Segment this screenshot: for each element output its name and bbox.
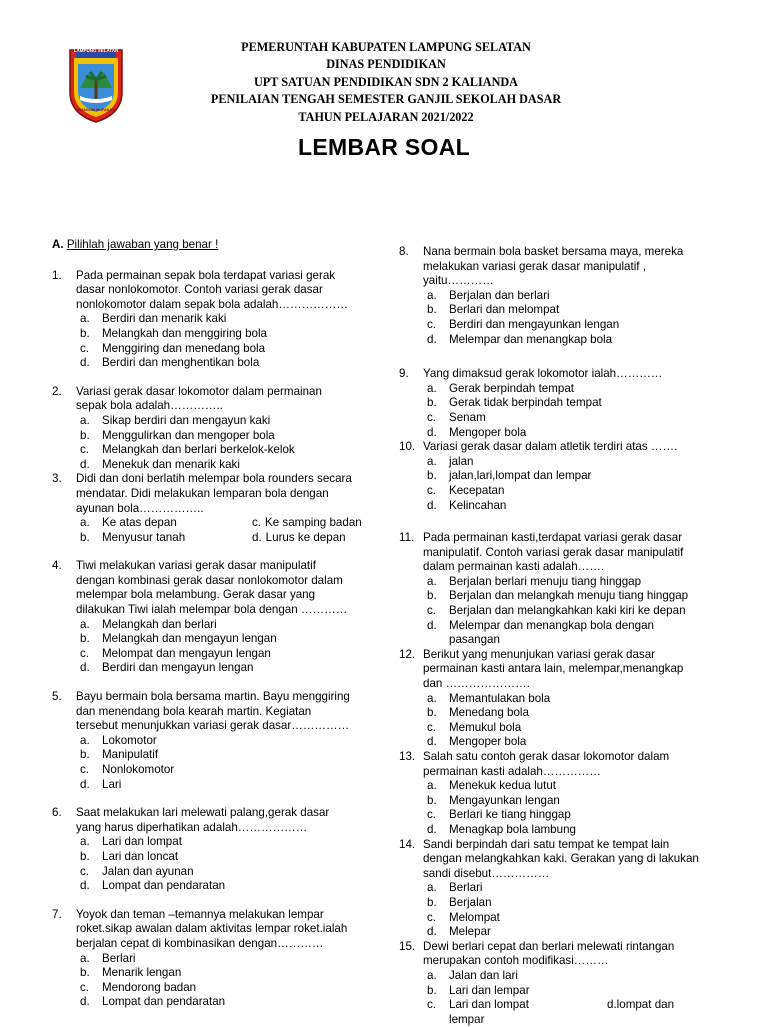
option-letter: c.: [427, 720, 437, 734]
answer-option[interactable]: [80, 647, 382, 662]
option-letter: a.: [80, 312, 90, 326]
question-number: 4.: [52, 559, 62, 573]
question-14: [399, 838, 729, 940]
answer-option[interactable]: [80, 879, 382, 894]
answer-option[interactable]: [427, 469, 729, 484]
answer-option[interactable]: [427, 318, 729, 333]
answer-option[interactable]: [80, 342, 382, 357]
question-number: 11.: [399, 531, 415, 545]
option-text: Melangkah dan berlari: [102, 617, 217, 631]
option-text: Mengoper bola: [449, 425, 527, 439]
answer-options: [423, 289, 729, 347]
option-text: Melepar: [449, 925, 491, 939]
answer-option[interactable]: [80, 850, 382, 865]
header-line-office: DINAS PENDIDIKAN: [326, 57, 446, 72]
answer-option[interactable]: [427, 619, 729, 648]
option-letter: b.: [427, 793, 437, 807]
option-text: Lurus ke depan: [265, 530, 346, 544]
option-text: Berdiri dan menghentikan bola: [102, 356, 260, 370]
answer-option[interactable]: [80, 763, 382, 778]
option-letter: a.: [427, 968, 437, 982]
question-text: Saat melakukan lari melewati palang,gerak dasar yang harus diperhatikan adalah………………: [76, 806, 330, 834]
option-letter: c.: [427, 808, 437, 822]
answer-option[interactable]: [80, 778, 382, 793]
option-letter: b.: [427, 589, 437, 603]
question-1: [52, 269, 382, 371]
option-text: Berlari dan melompat: [449, 303, 560, 317]
answer-option[interactable]: [427, 706, 729, 721]
option-text: Jalan dan lari: [449, 968, 518, 982]
question-2: [52, 385, 382, 473]
question-text: Sandi berpindah dari satu tempat ke tempat lain dengan melangkahkan kaki. Gerakan yang di lakukan sandi disebut……………: [423, 837, 699, 880]
option-text: Melempar dan menangkap bola: [449, 332, 613, 346]
question-number: 2.: [52, 384, 62, 398]
option-text: Nonlokomotor: [102, 763, 175, 776]
question-6: [52, 806, 382, 894]
answer-option[interactable]: [80, 966, 382, 981]
option-text: Berjalan dan berlari: [449, 288, 550, 302]
answer-option[interactable]: [80, 865, 382, 880]
option-text: Mengayunkan lengan: [449, 793, 560, 807]
answer-options: [76, 516, 382, 545]
answer-option[interactable]: [252, 516, 376, 531]
question-text: Pada permainan kasti,terdapat variasi gerak dasar manipulatif. Contoh variasi gerak dasar manipulatif dalam permainan kasti adalah…….: [423, 531, 684, 574]
option-letter: b.: [80, 849, 90, 863]
option-letter: a.: [427, 881, 437, 895]
option-text: Ke atas depan: [102, 516, 177, 530]
option-text: Berjalan dan melangkah menuju tiang hinggap: [449, 589, 689, 603]
option-text: Lari: [102, 777, 122, 791]
question-5: [52, 690, 382, 792]
option-letter: d.: [427, 735, 437, 749]
answer-options: [76, 952, 382, 1010]
option-text: Senam: [449, 410, 486, 424]
answer-option[interactable]: [427, 382, 729, 397]
answer-options: [76, 618, 382, 676]
answer-option[interactable]: [80, 748, 382, 763]
option-text: Berdiri dan mengayunkan lengan: [449, 317, 620, 331]
option-text: Melangkah dan berlari berkelok-kelok: [102, 443, 295, 457]
option-letter: a.: [80, 413, 90, 427]
option-letter: d.: [427, 822, 437, 836]
answer-option[interactable]: [427, 589, 729, 604]
option-text: Mengoper bola: [449, 735, 527, 749]
answer-option[interactable]: [427, 396, 729, 411]
answer-options: [423, 779, 729, 837]
option-letter: c.: [80, 763, 90, 776]
option-letter: b.: [427, 303, 437, 317]
question-text: Variasi gerak dasar dalam atletik terdiri atas …….: [423, 440, 678, 454]
header-line-year: TAHUN PELAJARAN 2021/2022: [298, 109, 474, 124]
option-text: Memantulakan bola: [449, 691, 551, 705]
regency-logo: [64, 44, 128, 124]
question-number: 5.: [52, 690, 62, 704]
answer-option[interactable]: [427, 455, 729, 470]
answer-option[interactable]: [427, 484, 729, 499]
question-number: 12.: [399, 647, 416, 661]
option-letter: b.: [427, 706, 437, 720]
question-4: [52, 559, 382, 676]
question-9: [399, 367, 729, 440]
option-letter: d.: [252, 530, 262, 544]
option-text: Menggiring dan menedang bola: [102, 341, 266, 355]
option-text: Kecepatan: [449, 483, 505, 497]
answer-option[interactable]: [427, 881, 729, 896]
question-text: Variasi gerak dasar lokomotor dalam permainan sepak bola adalah…………..: [76, 384, 322, 413]
option-letter: d.: [80, 356, 90, 370]
question-text: Nana bermain bola basket bersama maya, mereka melakukan variasi gerak dasar manipulatif , yaitu…………: [423, 245, 684, 288]
option-text: Berlari: [102, 951, 136, 965]
option-text: jalan: [449, 454, 474, 468]
answer-option[interactable]: [80, 356, 382, 371]
option-letter: d.: [427, 618, 437, 632]
option-letter: d.: [80, 777, 90, 791]
option-text: Menarik lengan: [102, 966, 182, 980]
question-text: Yang dimaksud gerak lokomotor ialah…………: [423, 367, 663, 381]
answer-option[interactable]: [80, 429, 382, 444]
answer-option[interactable]: [80, 312, 382, 327]
answer-option[interactable]: [80, 443, 382, 458]
option-text: Lokomotor: [102, 733, 157, 747]
question-text: Tiwi melakukan variasi gerak dasar manipulatif dengan kombinasi gerak dasar nonlokomotor dalam melempar bola melambung. Gerak dasar yang dilakukan Tiwi ialah melempar bola dengan …………: [76, 559, 348, 617]
option-text: Berdiri dan menarik kaki: [102, 312, 227, 326]
question-text: Berikut yang menunjukan variasi gerak dasar permainan kasti antara lain, melempar,menangkap dan ………………….: [423, 647, 684, 691]
answer-option[interactable]: [252, 531, 376, 546]
answer-option[interactable]: [427, 426, 729, 441]
option-text: Sikap berdiri dan mengayun kaki: [102, 413, 271, 427]
question-text: Dewi berlari cepat dan berlari melewati rintangan merupakan contoh modifikasi………: [423, 939, 675, 968]
option-text: Gerak berpindah tempat: [449, 381, 575, 395]
question-number: 9.: [399, 367, 409, 381]
option-letter: b.: [427, 895, 437, 909]
option-text: Gerak tidak berpindah tempat: [449, 396, 602, 410]
answer-option[interactable]: [80, 981, 382, 996]
option-letter: d.: [427, 425, 437, 439]
option-text: Menyusur tanah: [102, 530, 186, 544]
option-letter: c.: [80, 864, 90, 878]
option-text: Lompat dan pendaratan: [102, 879, 226, 893]
question-number: 1.: [52, 268, 62, 282]
answer-options: [423, 382, 729, 440]
option-letter: d.: [80, 457, 90, 471]
option-letter: c.: [80, 980, 90, 994]
option-text: Kelincahan: [449, 498, 507, 512]
question-12: [399, 648, 729, 750]
question-number: 10.: [399, 440, 416, 454]
answer-option[interactable]: [427, 333, 729, 348]
answer-option[interactable]: [427, 779, 729, 794]
option-text: Melangkah dan menggiring bola: [102, 326, 268, 340]
option-letter: d.: [80, 661, 90, 675]
option-letter: d.: [80, 879, 90, 893]
option-letter: b.: [80, 530, 90, 544]
answer-options: [76, 312, 382, 370]
option-letter: a.: [80, 733, 90, 747]
answer-option[interactable]: [80, 952, 382, 967]
answer-option[interactable]: [80, 632, 382, 647]
answer-options: [423, 455, 729, 513]
answer-options: [423, 575, 729, 648]
question-7: [52, 908, 382, 1010]
option-text: Menekuk dan menarik kaki: [102, 457, 240, 471]
option-letter: c.: [80, 341, 90, 355]
option-text: Berdiri dan mengayun lengan: [102, 661, 254, 675]
document-header: [150, 39, 622, 126]
option-letter: c.: [427, 483, 437, 497]
option-letter: b.: [427, 469, 437, 483]
answer-option[interactable]: [427, 692, 729, 707]
answer-option[interactable]: [427, 984, 729, 999]
answer-option[interactable]: [427, 808, 729, 823]
option-letter: c.: [252, 516, 262, 530]
option-letter: c.: [80, 646, 90, 660]
answer-option[interactable]: [80, 734, 382, 749]
answer-option[interactable]: [427, 604, 729, 619]
question-3: [52, 472, 382, 545]
questions-column-left: [52, 238, 382, 1010]
answer-option[interactable]: [427, 823, 729, 838]
answer-options: [423, 692, 729, 750]
answer-option[interactable]: [427, 721, 729, 736]
answer-option[interactable]: [80, 995, 382, 1010]
answer-option[interactable]: [427, 969, 729, 984]
logo-top-text: LAMPUNG SELATAN: [73, 48, 119, 53]
answer-option[interactable]: [427, 735, 729, 750]
answer-option[interactable]: [427, 303, 729, 318]
option-letter: d.: [427, 332, 437, 346]
option-text: Melangkah dan mengayun lengan: [102, 632, 277, 646]
answer-option[interactable]: [80, 516, 252, 531]
option-letter: c.: [80, 443, 90, 457]
header-line-exam: PENILAIAN TENGAH SEMESTER GANJIL SEKOLAH DASAR: [210, 92, 562, 107]
option-letter: c.: [427, 998, 437, 1012]
answer-options: [423, 881, 729, 939]
option-text: Melempar dan menangkap bola dengan pasangan: [449, 618, 654, 647]
option-letter: a.: [80, 617, 90, 631]
answer-option[interactable]: [427, 896, 729, 911]
option-text: Menagkap bola lambung: [449, 822, 576, 836]
answer-option[interactable]: [427, 289, 729, 304]
answer-option[interactable]: [427, 575, 729, 590]
answer-option[interactable]: [80, 414, 382, 429]
option-text: Berjalan berlari menuju tiang hinggap: [449, 574, 642, 588]
logo-bottom-text: KHAGOM MUFAKAT: [77, 108, 115, 112]
question-text: Pada permainan sepak bola terdapat variasi gerak dasar nonlokomotor. Contoh variasi gerak dasar nonlokomotor dalam sepak bola adalah………………: [76, 268, 348, 311]
option-text: Melompat dan mengayun lengan: [102, 646, 271, 660]
answer-option[interactable]: [427, 411, 729, 426]
answer-options: [76, 835, 382, 893]
option-letter: c.: [427, 604, 437, 618]
option-letter: c.: [427, 910, 437, 924]
option-text: Mendorong badan: [102, 980, 197, 994]
question-number: 15.: [399, 939, 416, 953]
question-text: Salah satu contoh gerak dasar lokomotor dalam permainan kasti adalah……………: [423, 750, 670, 778]
answer-options: [76, 414, 382, 472]
question-text: Yoyok dan teman –temannya melakukan lempar roket.sikap awalan dalam aktivitas lempar roket.ialah berjalan cepat di kombinasikan dengan…………: [76, 907, 348, 950]
answer-option[interactable]: [427, 925, 729, 940]
answer-option[interactable]: [427, 998, 729, 1027]
option-letter: b.: [80, 966, 90, 980]
question-number: 3.: [52, 472, 62, 486]
section-heading: [52, 238, 382, 253]
question-number: 7.: [52, 907, 62, 921]
question-number: 14.: [399, 837, 416, 851]
option-text: Berlari: [449, 881, 483, 895]
option-letter: a.: [427, 779, 437, 793]
option-letter: a.: [80, 835, 90, 849]
option-text: Melompat: [449, 910, 500, 924]
question-number: 8.: [399, 245, 409, 258]
answer-option[interactable]: [80, 835, 382, 850]
option-letter: a.: [427, 574, 437, 588]
answer-options: [423, 969, 729, 1027]
section-letter: A.: [52, 238, 64, 251]
answer-option[interactable]: [80, 458, 382, 473]
option-text: jalan,lari,lompat dan lempar: [449, 469, 592, 483]
option-text: Berjalan: [449, 895, 492, 909]
option-letter: b.: [427, 396, 437, 410]
header-line-school: UPT SATUAN PENDIDIKAN SDN 2 KALIANDA: [254, 74, 518, 89]
page-title: LEMBAR SOAL: [298, 134, 470, 160]
answer-option[interactable]: [427, 794, 729, 809]
option-letter: a.: [427, 381, 437, 395]
answer-options: [76, 734, 382, 792]
option-letter: a.: [80, 516, 90, 530]
option-text: Jalan dan ayunan: [102, 864, 194, 878]
option-text: Berjalan dan melangkahkan kaki kiri ke depan: [449, 604, 686, 618]
question-8: [399, 245, 729, 347]
option-text: Menggulirkan dan mengoper bola: [102, 428, 275, 442]
option-letter: b.: [80, 326, 90, 340]
option-text: Lari dan lompat: [102, 835, 182, 849]
option-text: Menekuk kedua lutut: [449, 779, 556, 793]
option-text: Lari dan lempar: [449, 983, 530, 997]
answer-option[interactable]: [427, 911, 729, 926]
header-line-government: PEMERUNTAH KABUPATEN LAMPUNG SELATAN: [241, 40, 531, 54]
option-letter: c.: [427, 317, 437, 331]
option-text: Manipulatif: [102, 748, 159, 762]
option-letter: a.: [427, 691, 437, 705]
option-letter: b.: [427, 983, 437, 997]
answer-option[interactable]: [80, 531, 252, 546]
option-text: Ke samping badan: [265, 516, 362, 530]
question-13: [399, 750, 729, 838]
question-number: 6.: [52, 806, 62, 820]
option-text: Berlari ke tiang hinggap: [449, 808, 571, 822]
option-letter: b.: [80, 632, 90, 646]
option-letter: a.: [80, 951, 90, 965]
question-text: Didi dan doni berlatih melempar bola rounders secara mendatar. Didi melakukan lemparan bola dengan ayunan bola……………..: [76, 472, 352, 515]
option-text: Memukul bola: [449, 720, 522, 734]
question-15: [399, 940, 729, 1027]
question-10: [399, 440, 729, 513]
questions-column-right: [399, 245, 729, 1027]
option-letter: d.: [427, 498, 437, 512]
question-text: Bayu bermain bola bersama martin. Bayu menggiring dan menendang bola kearah martin. Kegiatan tersebut menunjukkan variasi gerak dasar……………: [76, 690, 350, 733]
option-letter: b.: [80, 748, 90, 762]
option-letter: d.: [427, 925, 437, 939]
option-letter: b.: [80, 428, 90, 442]
option-letter: c.: [427, 410, 437, 424]
option-text: Lari dan loncat: [102, 849, 179, 863]
option-text: Lari dan lompat lempar: [449, 998, 529, 1026]
answer-option[interactable]: [80, 327, 382, 342]
option-text: Menedang bola: [449, 706, 529, 720]
answer-option[interactable]: [427, 499, 729, 514]
option-text-extra: d.lompat dan: [607, 998, 675, 1012]
answer-option[interactable]: [80, 618, 382, 633]
option-text: Lompat dan pendaratan: [102, 995, 226, 1009]
section-instruction: Pilihlah jawaban yang benar !: [66, 238, 219, 251]
question-number: 13.: [399, 750, 416, 763]
answer-option[interactable]: [80, 661, 382, 676]
question-11: [399, 531, 729, 648]
option-letter: a.: [427, 454, 437, 468]
option-letter: d.: [80, 995, 90, 1009]
option-letter: a.: [427, 288, 437, 302]
